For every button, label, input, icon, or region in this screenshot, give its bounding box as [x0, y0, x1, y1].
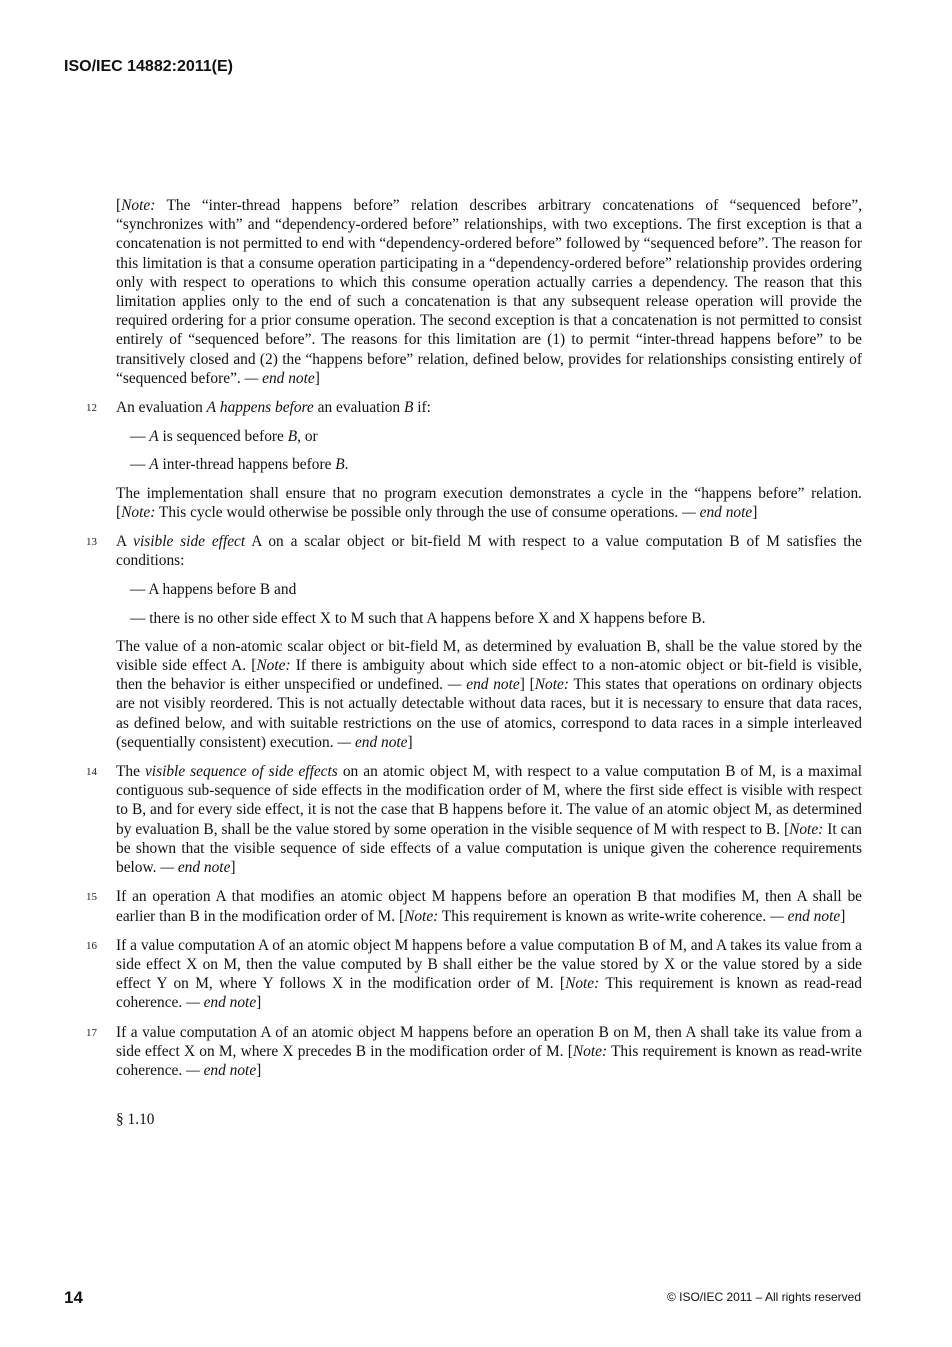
end-note: — end note: [770, 907, 841, 925]
paragraph-number: 15: [86, 891, 97, 904]
end-note: — end note: [447, 676, 520, 694]
copyright-notice: © ISO/IEC 2011 – All rights reserved: [666, 1290, 861, 1304]
end-note: — end note: [682, 503, 753, 521]
note-label: Note:: [789, 820, 824, 838]
paragraph-13: 13 A visible side effect A on a scalar object or bit-field M with respect to a value computation B of M satisfies the conditions:: [86, 533, 863, 570]
note-label: Note:: [534, 676, 569, 694]
paragraph-number: 14: [86, 766, 97, 779]
section-reference: § 1.10: [116, 1111, 155, 1129]
paragraph-number: 16: [86, 939, 97, 952]
note-label: Note:: [121, 503, 156, 521]
paragraph-16: 16 If a value computation A of an atomic object M happens before a value computation B of M, and A takes its value from a side effect X on M, then the value computed by B shall either be the value stored by X or the value stored by a side effect Y on M, where Y follows X in the modification order of M. [Note: This requirement is known as read-read coherence. — end note]: [86, 936, 862, 1012]
end-note: — end note: [186, 1061, 257, 1079]
paragraph-17: 17 If a value computation A of an atomic object M happens before an operation B on M, then A shall take its value from a side effect X on M, where X precedes B in the modification order of M. [Note: This requirement is known as read-write coherence. — end note]: [86, 1023, 862, 1079]
paragraph-number: 17: [86, 1026, 97, 1039]
note-paragraph: [Note: The “inter-thread happens before” relation describes arbitrary concatenations of “sequenced before”, “synchronizes with” and “dependency-ordered before” relationships, with two exceptions. The first exception is that a concatenation is not permitted to end with “dependency-ordered before” followed by “sequenced before”. The reason for this limitation is that a consume operation participating in a “dependency-ordered before” relationship provides ordering only with respect to operations to which this consume operation actually carries a dependency. The reason that this limitation applies only to the end of such a concatenation is that any subsequent release operation will provide the required ordering for a prior consume operation. The second exception is that a concatenation is not permitted to consist entirely of “sequenced before”. The reasons for this limitation are (1) to permit “inter-thread happens before” to be transitively closed and (2) the “happens before” relation, defined below, provides for relationships consisting entirely of “sequenced before”. — end note]: [116, 197, 862, 387]
page-content: [86, 196, 863, 1129]
paragraph-number: 13: [86, 536, 97, 549]
paragraph-14: 14 The visible sequence of side effects on an atomic object M, with respect to a value computation B of M, is a maximal contiguous sub-sequence of side effects in the modification order of M, where the first side effect is visible with respect to B, and for every side effect, it is not the case that B happens before it. The value of an atomic object M, as determined by evaluation B, shall be the value stored by some operation in the visible sequence of M with respect to B. [Note: It can be shown that the visible sequence of side effects of a value computation is unique given the coherence requirements below. — end note]: [86, 763, 862, 877]
defined-term: happens before: [219, 399, 314, 417]
defined-term: visible sequence of side effects: [144, 763, 338, 781]
note-label: Note:: [572, 1042, 608, 1060]
list-item: — A inter-thread happens before B.: [130, 456, 349, 474]
note-text: The “inter-thread happens before” relation describes arbitrary concatenations of “sequenced before”, “synchronizes with” and “dependency-ordered before” relationships, with two exceptions. The first exception is that a concatenation is not permitted to end with “dependency-ordered before” followed by “sequenced before”. The reason for this limitation is that a consume operation participating in a “dependency-ordered before” relationship provides ordering only with respect to operations to which this consume operation actually carries a dependency. The reason that this limitation applies only to the end of such a concatenation is that any subsequent release operation will provide the required ordering for a prior consume operation. The second exception is that a concatenation is not permitted to consist entirely of “sequenced before”. The reasons for this limitation are (1) to permit “inter-thread happens before” to be transitively closed and (2) the “happens before” relation, defined below, provides for relationships consisting entirely of “sequenced before”.: [116, 197, 862, 387]
note-label: Note:: [121, 197, 156, 214]
note-label: Note:: [404, 907, 439, 925]
end-note: — end note: [160, 859, 231, 877]
body-text: The value of a non-atomic scalar object or bit-field M, as determined by evaluation B, shall be the value stored by the visible side effect A. [Note: If there is ambiguity about which side effect to a non-atomic object or bit-field is visible, then the behavior is either unspecified or undefined. — end note] [Note: This states that operations on ordinary objects are not visibly reordered. This is not actually detectable without data races, but it is necessary to ensure that data races, as defined below, and with suitable restrictions on the use of atomics, correspond to data races in a simple interleaved (sequentially consistent) execution. — end note]: [116, 637, 862, 751]
end-note: — end note: [337, 733, 408, 751]
list-item: — A happens before B and: [130, 581, 297, 599]
page-number: 14: [64, 1288, 83, 1307]
end-note: — end note: [186, 994, 257, 1012]
body-text: The implementation shall ensure that no program execution demonstrates a cycle in the “happens before” relation. [Note: This cycle would otherwise be possible only through the use of consume operations. — end note]: [116, 484, 862, 521]
end-note: — end note: [244, 369, 315, 387]
document-header: ISO/IEC 14882:2011(E): [64, 58, 233, 75]
paragraph-number: 12: [86, 402, 97, 415]
paragraph-12: 12 An evaluation A happens before an evaluation B if:: [116, 398, 862, 417]
paragraph-15: 15 If an operation A that modifies an atomic object M happens before an operation B that modifies M, then A shall be earlier than B in the modification order of M. [Note: This requirement is known as write-write coherence. — end note]: [86, 888, 862, 925]
list-item: — there is no other side effect X to M such that A happens before X and X happens before B.: [130, 609, 706, 627]
defined-term: visible side effect: [133, 533, 246, 551]
list-item: — A is sequenced before B, or: [130, 428, 318, 446]
note-label: Note:: [256, 657, 291, 675]
note-label: Note:: [565, 975, 600, 993]
